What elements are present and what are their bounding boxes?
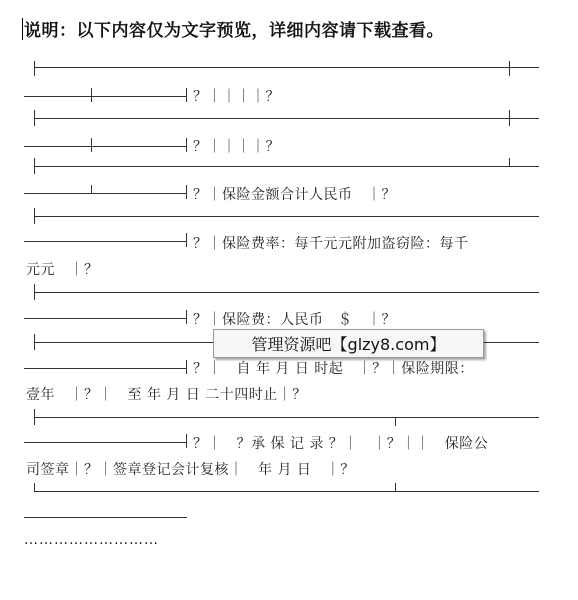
row-underline [24,146,187,147]
table-tick [509,61,510,76]
table-tick [186,360,187,374]
form-row-1: ？｜｜｜｜？ [193,89,280,105]
form-row-insurance-period-cont: 壹年 ｜？｜ 至 年 月 日 二十四时止｜？ [26,387,307,403]
table-tick [91,88,92,102]
row-underline [24,96,187,97]
table-tick [34,208,35,224]
row-underline [24,193,187,194]
table-tick [509,158,510,167]
table-tick [34,158,35,174]
table-tick [186,233,187,247]
form-row-underwriting-record: ？｜ ？承 保 记 录 ？｜ ｜？｜｜ 保险公 [193,436,489,452]
form-row-sum-insured: ？｜保险金额合计人民币 ｜？ [193,187,396,203]
table-tick [34,110,35,126]
table-tick [186,434,187,448]
table-tick [34,409,35,425]
form-row-insurance-period: ？｜ 自 年 月 日 时起 ｜？｜保险期限： [193,361,474,377]
table-tick [395,483,396,492]
row-underline [24,368,187,369]
table-tick [395,417,396,426]
watermark-banner: 管理资源吧【glzy8.com】 [213,329,484,358]
table-border-top [34,67,539,68]
table-tick [186,310,187,324]
table-tick [186,88,187,102]
form-row-premium: ？｜保险费：人民币 ＄ ｜？ [193,312,396,328]
form-row-premium-rate-cont: 元元 ｜？ [26,262,99,278]
table-border [34,166,539,167]
form-row-2: ？｜｜｜｜？ [193,139,280,155]
form-row-premium-rate: ？｜保险费率：每千元元附加盗窃险：每千 [193,236,469,252]
table-tick [34,61,35,76]
row-underline [24,318,187,319]
row-underline [24,442,187,443]
table-tick [91,138,92,152]
table-border [34,292,539,293]
table-border-bottom [34,491,539,492]
form-row-signature: 司签章｜？｜签章登记会计复核｜ 年 月 日 ｜？ [26,462,355,478]
row-underline [24,241,187,242]
table-border [34,118,539,119]
table-tick [186,138,187,152]
table-border [34,216,539,217]
table-tick [509,110,510,126]
trailing-dots: ……………………… [24,532,159,548]
preview-notice: 说明：以下内容仅为文字预览，详细内容请下载查看。 [24,21,444,41]
table-tick [34,483,35,492]
table-border [34,417,539,418]
table-tick [91,185,92,194]
table-tick [186,185,187,199]
text-cursor [22,18,23,40]
row-underline [24,517,187,518]
table-tick [34,284,35,300]
table-tick [34,334,35,350]
